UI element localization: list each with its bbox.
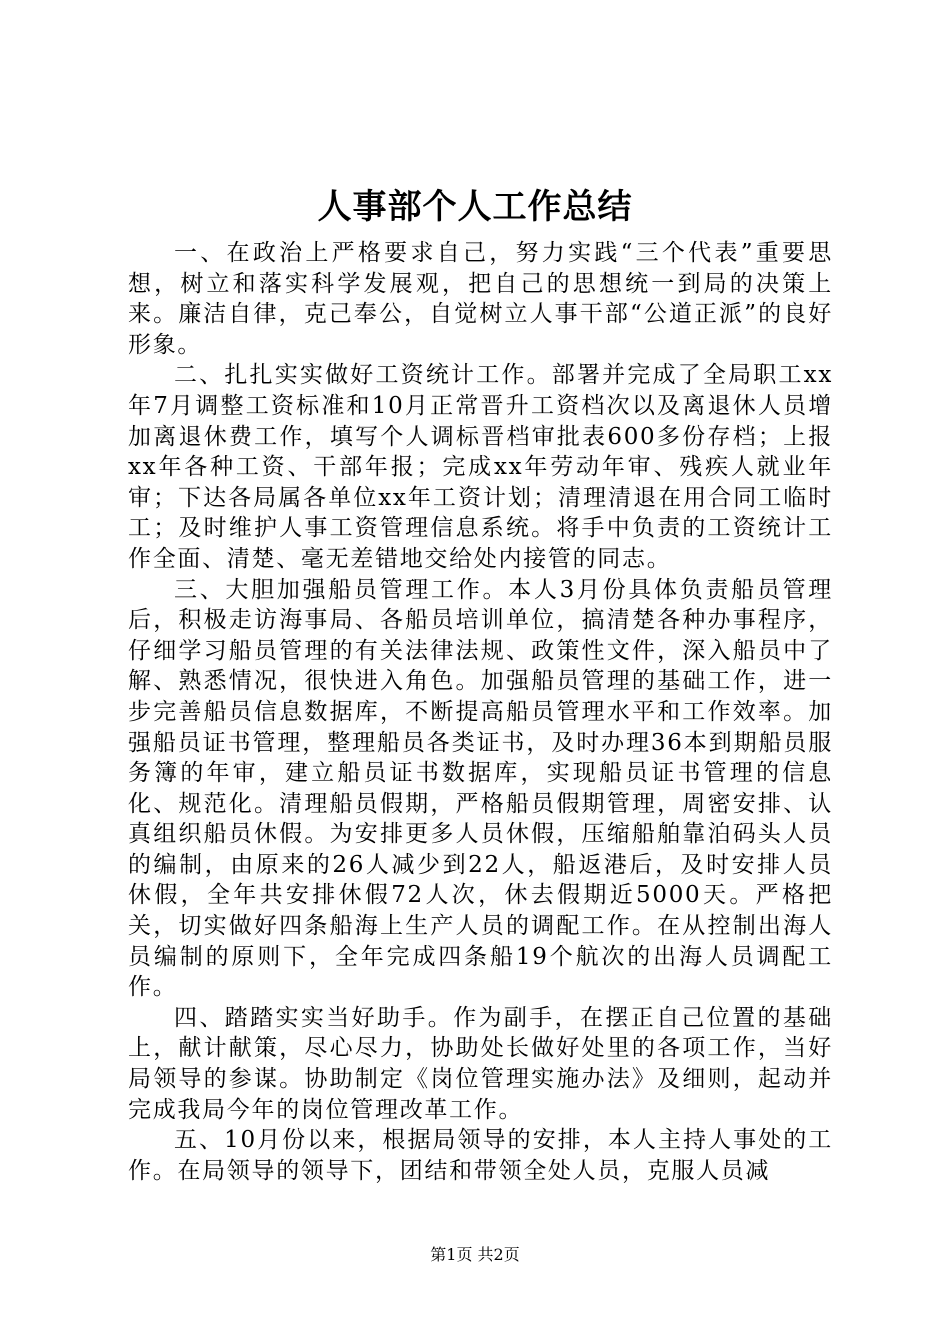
paragraph-5: 五、10月份以来，根据局领导的安排，本人主持人事处的工作。在局领导的领导下，团结和带领全处人员，克服人员减 <box>128 1127 833 1184</box>
paragraph-1: 一、在政治上严格要求自己，努力实践“三个代表”重要思想，树立和落实科学发展观，把自己的思想统一到局的决策上来。廉洁自律，克己奉公，自觉树立人事干部“公道正派”的良好形象。 <box>128 240 833 358</box>
document-body <box>128 238 833 1186</box>
paragraph-2: 二、扎扎实实做好工资统计工作。部署并完成了全局职工xx年7月调整工资标准和10月正常晋升工资档次以及离退休人员增加离退休费工作，填写个人调标晋档审批表600多份存档；上报xx年各种工资、干部年报；完成xx年劳动年审、残疾人就业年审；下达各局属各单位xx年工资计划；清理清退在用合同工临时工；及时维护人事工资管理信息系统。将手中负责的工资统计工作全面、清楚、毫无差错地交给处内接管的同志。 <box>128 362 833 572</box>
paragraph-3: 三、大胆加强船员管理工作。本人3月份具体负责船员管理后，积极走访海事局、各船员培训单位，搞清楚各种办事程序，仔细学习船员管理的有关法律法规、政策性文件，深入船员中了解、熟悉情况，很快进入角色。加强船员管理的基础工作，进一步完善船员信息数据库，不断提高船员管理水平和工作效率。加强船员证书管理，整理船员各类证书，及时办理36本到期船员服务簿的年审，建立船员证书数据库，实现船员证书管理的信息化、规范化。清理船员假期，严格船员假期管理，周密安排、认真组织船员休假。为安排更多人员休假，压缩船舶靠泊码头人员的编制，由原来的26人减少到22人，船返港后，及时安排人员休假，全年共安排休假72人次，休去假期近5000天。严格把关，切实做好四条船海上生产人员的调配工作。在从控制出海人员编制的原则下，全年完成四条船19个航次的出海人员调配工作。 <box>128 576 833 1001</box>
document-title: 人事部个人工作总结 <box>317 187 633 227</box>
paragraph-4: 四、踏踏实实当好助手。作为副手，在摆正自己位置的基础上，献计献策，尽心尽力，协助处长做好处里的各项工作，当好局领导的参谋。协助制定《岗位管理实施办法》及细则，起动并完成我局今年的岗位管理改革工作。 <box>128 1004 833 1123</box>
page-number-footer: 第1页 共2页 <box>430 1245 520 1264</box>
